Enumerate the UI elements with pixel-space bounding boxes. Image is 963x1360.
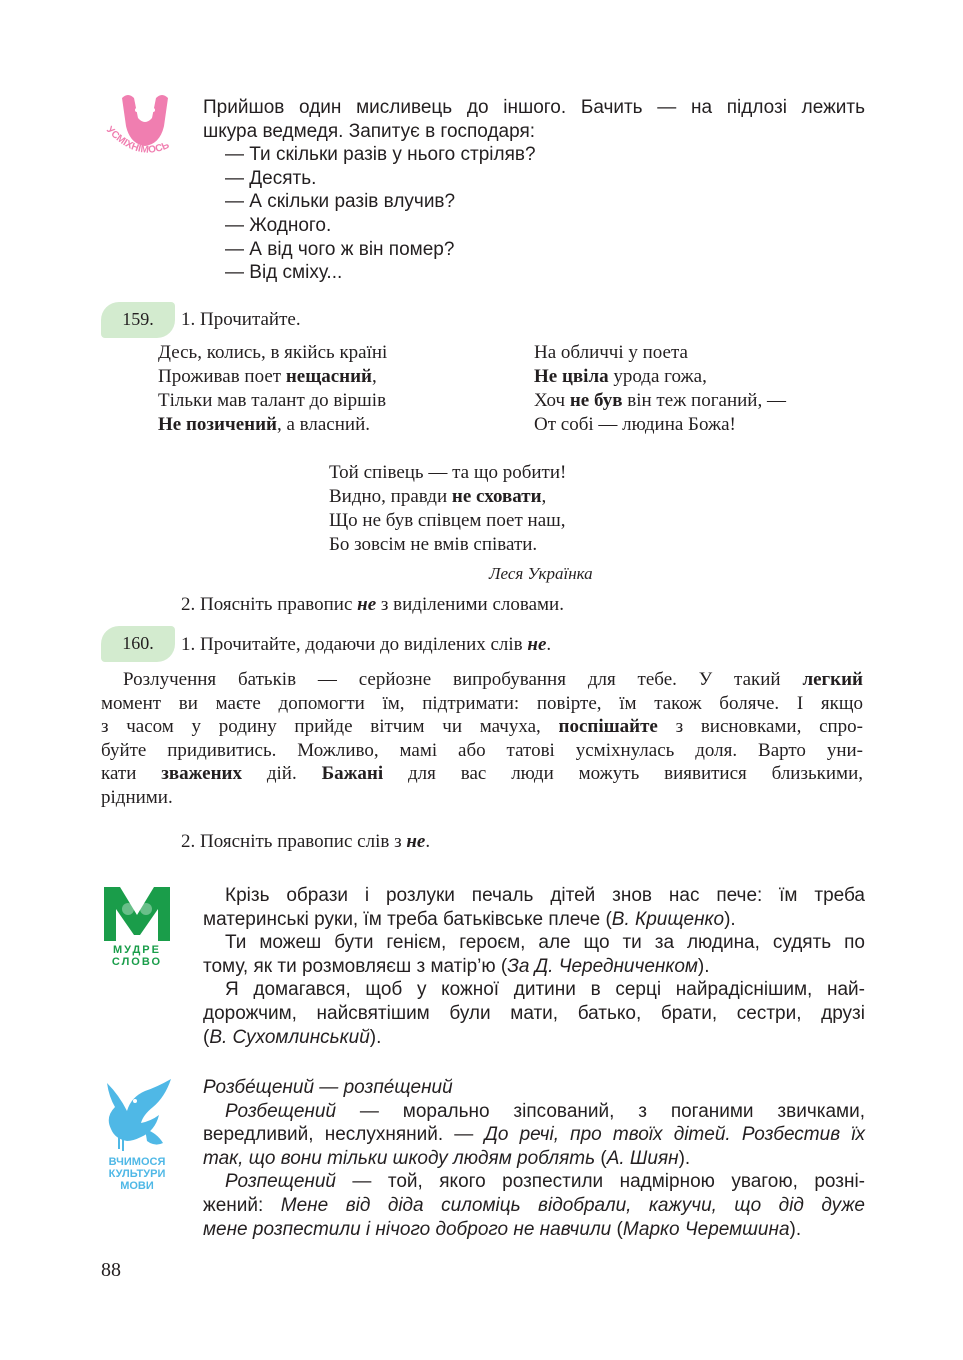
ex160-task1: 1. Прочитайте, додаючи до виділених слів не. bbox=[181, 634, 552, 655]
joke-icon-label: УСМІХНІМОСЬ bbox=[103, 124, 172, 156]
wise-line bbox=[203, 1026, 865, 1050]
joke-icon bbox=[100, 92, 190, 168]
text-segment: ). bbox=[724, 908, 736, 930]
page-number: 88 bbox=[101, 1259, 121, 1281]
text-segment: ( bbox=[203, 1026, 210, 1048]
poem-line: На обличчі у поета bbox=[534, 342, 688, 363]
joke-line: — Жодного. bbox=[225, 214, 332, 236]
culture-line bbox=[203, 1147, 865, 1171]
ex159-task1: 1. Прочитайте. bbox=[181, 309, 301, 330]
poem-line: Бо зовсім не вмів співати. bbox=[329, 534, 538, 555]
culture-line bbox=[203, 1170, 865, 1194]
text-segment: ). bbox=[697, 955, 710, 977]
text-segment: ( bbox=[611, 1218, 623, 1240]
exercise-number-159: 159. bbox=[101, 302, 175, 338]
italic-text: В. Крищенко bbox=[611, 908, 725, 930]
wise-word-text bbox=[203, 884, 865, 1049]
italic-text: Розбе́щений — розпе́щений bbox=[203, 1077, 453, 1098]
text-segment: Крізь образи і розлуки печаль дітей знов нас пече: їм треба bbox=[225, 885, 865, 906]
italic-text: В. Сухомлинський bbox=[209, 1026, 370, 1048]
bold-word: зважених bbox=[161, 763, 242, 785]
joke-line: — Десять. bbox=[225, 167, 317, 189]
text-segment: буйте придивитись. Можливо, мамі або татові усміхнулась доля. Варто уни- bbox=[101, 739, 863, 761]
text-segment: жений: bbox=[203, 1194, 281, 1216]
paragraph-line bbox=[101, 715, 863, 739]
wise-line bbox=[203, 978, 865, 1002]
text-segment: Я домагався, щоб у кожної дитини в серці найрадіснішим, най- bbox=[225, 979, 865, 1001]
language-culture-icon bbox=[97, 1077, 177, 1195]
italic-text: Розбещений bbox=[225, 1100, 337, 1122]
wise-word-icon bbox=[100, 885, 174, 967]
wise-word-label-1: МУДРЕ bbox=[113, 944, 161, 956]
italic-text: Мене від діда силоміць відобрали, кажучи, що дід дуже bbox=[280, 1194, 866, 1216]
italic-text: Марко Черемшина bbox=[622, 1218, 790, 1240]
italic-text: До речі, про твоїх дітей. Розбестив їх bbox=[484, 1124, 865, 1146]
paragraph-line bbox=[101, 762, 863, 786]
text-segment: з висновками, спро- bbox=[657, 716, 863, 738]
paragraph-line bbox=[101, 786, 863, 810]
culture-line bbox=[203, 1100, 865, 1124]
wise-line bbox=[203, 908, 865, 932]
text-segment: Ти можеш бути генієм, героєм, але що ти за людина, судять по bbox=[225, 932, 865, 954]
text-segment: момент ви маєте допомогти їм, підтримати: повірте, їм також боляче. І якщо bbox=[101, 692, 863, 714]
poem-column-right bbox=[534, 341, 786, 437]
ex160-paragraph bbox=[101, 668, 863, 810]
paragraph-line bbox=[101, 668, 863, 692]
culture-line bbox=[203, 1218, 865, 1242]
text-segment: ). bbox=[369, 1026, 382, 1048]
text-segment: дій. bbox=[241, 763, 322, 785]
poem-line: Видно, правди не сховати, bbox=[329, 486, 547, 507]
text-segment: з часом у родину прийде вітчим чи мачуха, bbox=[101, 716, 559, 738]
italic-text: мене розпестили і нічого доброго не навчили bbox=[203, 1218, 612, 1240]
poem-line: От собі — людина Божа! bbox=[534, 414, 736, 435]
language-culture-label-3: МОВИ bbox=[120, 1180, 154, 1192]
culture-line bbox=[203, 1076, 865, 1100]
joke-line: шкура ведмедя. Запитує в господаря: bbox=[203, 120, 536, 142]
text-segment: тому, як ти розмовляєш з матір’ю ( bbox=[203, 955, 508, 977]
poem-line: Десь, колись, в якійсь країні bbox=[158, 342, 388, 363]
joke-text bbox=[203, 96, 865, 285]
italic-text: А. Шиян bbox=[606, 1147, 679, 1169]
poem-line: Не цвіла урода гожа, bbox=[534, 366, 707, 387]
poem-line: Той співець — та що робити! bbox=[329, 462, 567, 483]
text-segment: — морально зіпсований, з поганими звичками, bbox=[336, 1100, 865, 1122]
language-culture-text bbox=[203, 1076, 865, 1241]
culture-line bbox=[203, 1123, 865, 1147]
text-segment: для вас люди можуть виявитися близькими, bbox=[383, 763, 863, 785]
wise-line bbox=[203, 1002, 865, 1026]
joke-line: — А від чого ж він помер? bbox=[225, 238, 455, 260]
italic-text: За Д. Чередниченком bbox=[507, 955, 698, 977]
wise-line bbox=[203, 884, 865, 908]
text-segment: Розлучення батьків — серйозне випробування для тебе. У такий bbox=[123, 669, 803, 690]
italic-text: Розпещений bbox=[225, 1171, 336, 1193]
wise-word-label-2: СЛОВО bbox=[111, 956, 163, 967]
language-culture-label-1: ВЧИМОСЯ bbox=[108, 1156, 166, 1168]
poem-column-left bbox=[158, 341, 387, 437]
poem-line: Що не був співцем поет наш, bbox=[329, 510, 566, 531]
bold-word: легкий bbox=[802, 669, 863, 690]
text-segment: вередливий, неслухняний. — bbox=[203, 1124, 485, 1146]
poem-line: Не позичений, а власний. bbox=[158, 414, 370, 435]
paragraph-line bbox=[101, 739, 863, 763]
text-segment: кати bbox=[101, 763, 162, 785]
text-segment: ). bbox=[789, 1218, 802, 1240]
joke-line: — А скільки разів влучив? bbox=[225, 191, 456, 213]
joke-line: Прийшов один мисливець до іншого. Бачить — на підлозі лежить bbox=[203, 97, 865, 118]
bold-word: Бажані bbox=[321, 763, 384, 785]
ex160-task2: 2. Поясніть правопис слів з не. bbox=[181, 831, 431, 852]
poem-line: Тільки мав талант до віршів bbox=[158, 390, 387, 411]
bold-word: поспішайте bbox=[558, 716, 658, 738]
poem-column-center bbox=[329, 461, 566, 557]
text-segment: — той, якого розпестили надмірною увагою, розні- bbox=[336, 1171, 865, 1193]
language-culture-label-2: КУЛЬТУРИ bbox=[108, 1168, 166, 1180]
poem-author: Леся Українка bbox=[489, 564, 593, 583]
joke-line: — Від сміху... bbox=[225, 262, 343, 284]
joke-line: — Ти скільки разів у нього стріляв? bbox=[225, 144, 536, 166]
paragraph-line bbox=[101, 692, 863, 716]
text-segment: дорожчим, найсвятішим були мати, батько, брати, сестри, друзі bbox=[203, 1002, 865, 1024]
wise-line bbox=[203, 931, 865, 955]
exercise-number-160: 160. bbox=[101, 626, 175, 662]
poem-line: Хоч не був він теж поганий, — bbox=[534, 390, 786, 411]
text-segment: ( bbox=[595, 1147, 607, 1169]
text-segment: ). bbox=[678, 1147, 691, 1169]
italic-text: так, що вони тільки шкоду людям роблять bbox=[203, 1147, 596, 1169]
wise-line bbox=[203, 955, 865, 979]
ex159-task2: 2. Поясніть правопис не з виділеними словами. bbox=[181, 594, 564, 615]
text-segment: материнські руки, їм треба батьківське плече ( bbox=[203, 908, 612, 930]
poem-line: Проживав поет нещасний, bbox=[158, 366, 377, 387]
text-segment: рідними. bbox=[101, 786, 173, 808]
culture-line bbox=[203, 1194, 865, 1218]
